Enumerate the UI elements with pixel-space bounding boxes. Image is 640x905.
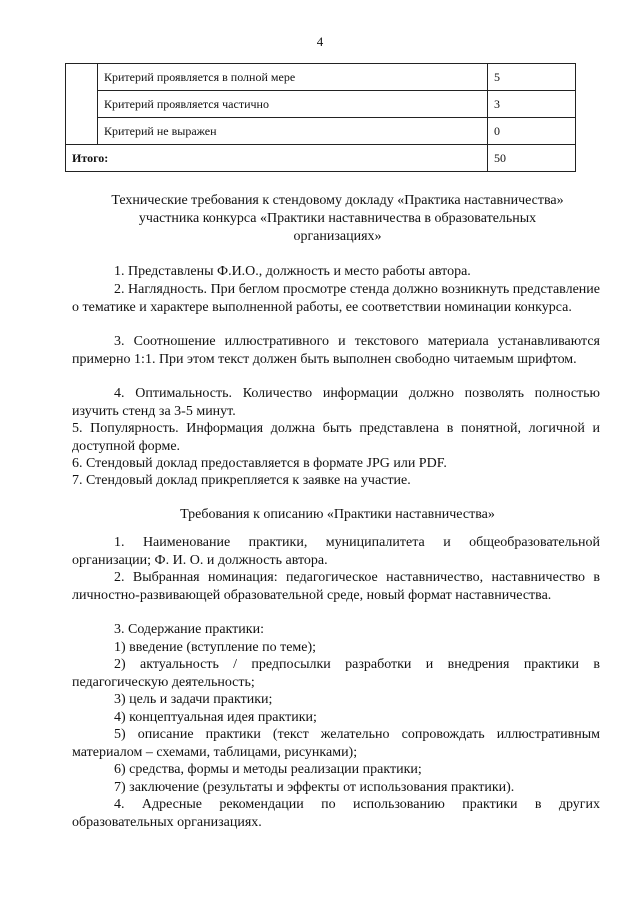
heading-line: Технические требования к стендовому докладу «Практика наставничества»	[111, 193, 564, 208]
requirement-item: 2. Наглядность. При беглом просмотре стенда должно возникнуть представление о тематике и характере выполненной работы, ее соответствии номинации конкурса.	[72, 282, 600, 315]
criterion-score: 3	[488, 91, 576, 118]
criterion-label: Критерий не выражен	[98, 118, 488, 145]
criterion-label: Критерий проявляется в полной мере	[98, 64, 488, 91]
requirement-item: 1. Представлены Ф.И.О., должность и место работы автора.	[114, 264, 471, 279]
page-number: 4	[316, 34, 324, 49]
requirement-item: 5. Популярность. Информация должна быть представлена в понятной, логичной и доступной форме.	[72, 421, 600, 454]
criteria-table	[65, 63, 576, 172]
list-item: 1) введение (вступление по теме);	[114, 640, 317, 655]
criterion-label: Критерий проявляется частично	[98, 91, 488, 118]
requirement-item: 7. Стендовый доклад прикрепляется к заявке на участие.	[72, 473, 411, 488]
requirement-item: 4. Адресные рекомендации по использованию практики в других образовательных организациях.	[72, 797, 600, 830]
total-row	[66, 145, 576, 172]
section-heading-technical	[70, 192, 605, 246]
requirement-item: 3. Содержание практики:	[114, 622, 264, 637]
requirement-item: 4. Оптимальность. Количество информации должно позволять полностью изучить стенд за 3-5 минут.	[72, 386, 600, 419]
heading-line: организациях»	[293, 229, 382, 244]
heading-line: участника конкурса «Практики наставничества в образовательных	[138, 211, 537, 226]
table-row	[66, 118, 576, 145]
criterion-score: 0	[488, 118, 576, 145]
requirement-item: 1. Наименование практики, муниципалитета и общеобразовательной организации; Ф. И. О. и должность автора.	[72, 535, 600, 568]
section-heading-practice: Требования к описанию «Практики наставничества»	[180, 507, 495, 522]
requirement-item: 6. Стендовый доклад предоставляется в формате JPG или PDF.	[72, 456, 447, 471]
list-item: 4) концептуальная идея практики;	[114, 710, 317, 725]
total-value: 50	[488, 145, 576, 172]
list-item: 5) описание практики (текст желательно сопровождать иллюстративным материалом – схемами, таблицами, рисунками);	[72, 727, 600, 760]
table-row	[66, 91, 576, 118]
requirement-item: 3. Соотношение иллюстративного и текстового материала устанавливаются примерно 1:1. При этом текст должен быть выполнен свободно читаемым шрифтом.	[72, 334, 600, 367]
requirement-item: 2. Выбранная номинация: педагогическое наставничество, наставничество в личностно-развивающей образовательной среде, новый формат наставничества.	[72, 570, 600, 603]
criterion-score: 5	[488, 64, 576, 91]
list-item: 3) цель и задачи практики;	[114, 692, 273, 707]
table-indent-cell	[66, 64, 98, 145]
total-label: Итого:	[66, 145, 488, 172]
list-item: 2) актуальность / предпосылки разработки и внедрения практики в педагогическую деятельность;	[72, 657, 600, 690]
list-item: 7) заключение (результаты и эффекты от использования практики).	[114, 780, 515, 795]
list-item: 6) средства, формы и методы реализации практики;	[114, 762, 422, 777]
table-row	[66, 64, 576, 91]
